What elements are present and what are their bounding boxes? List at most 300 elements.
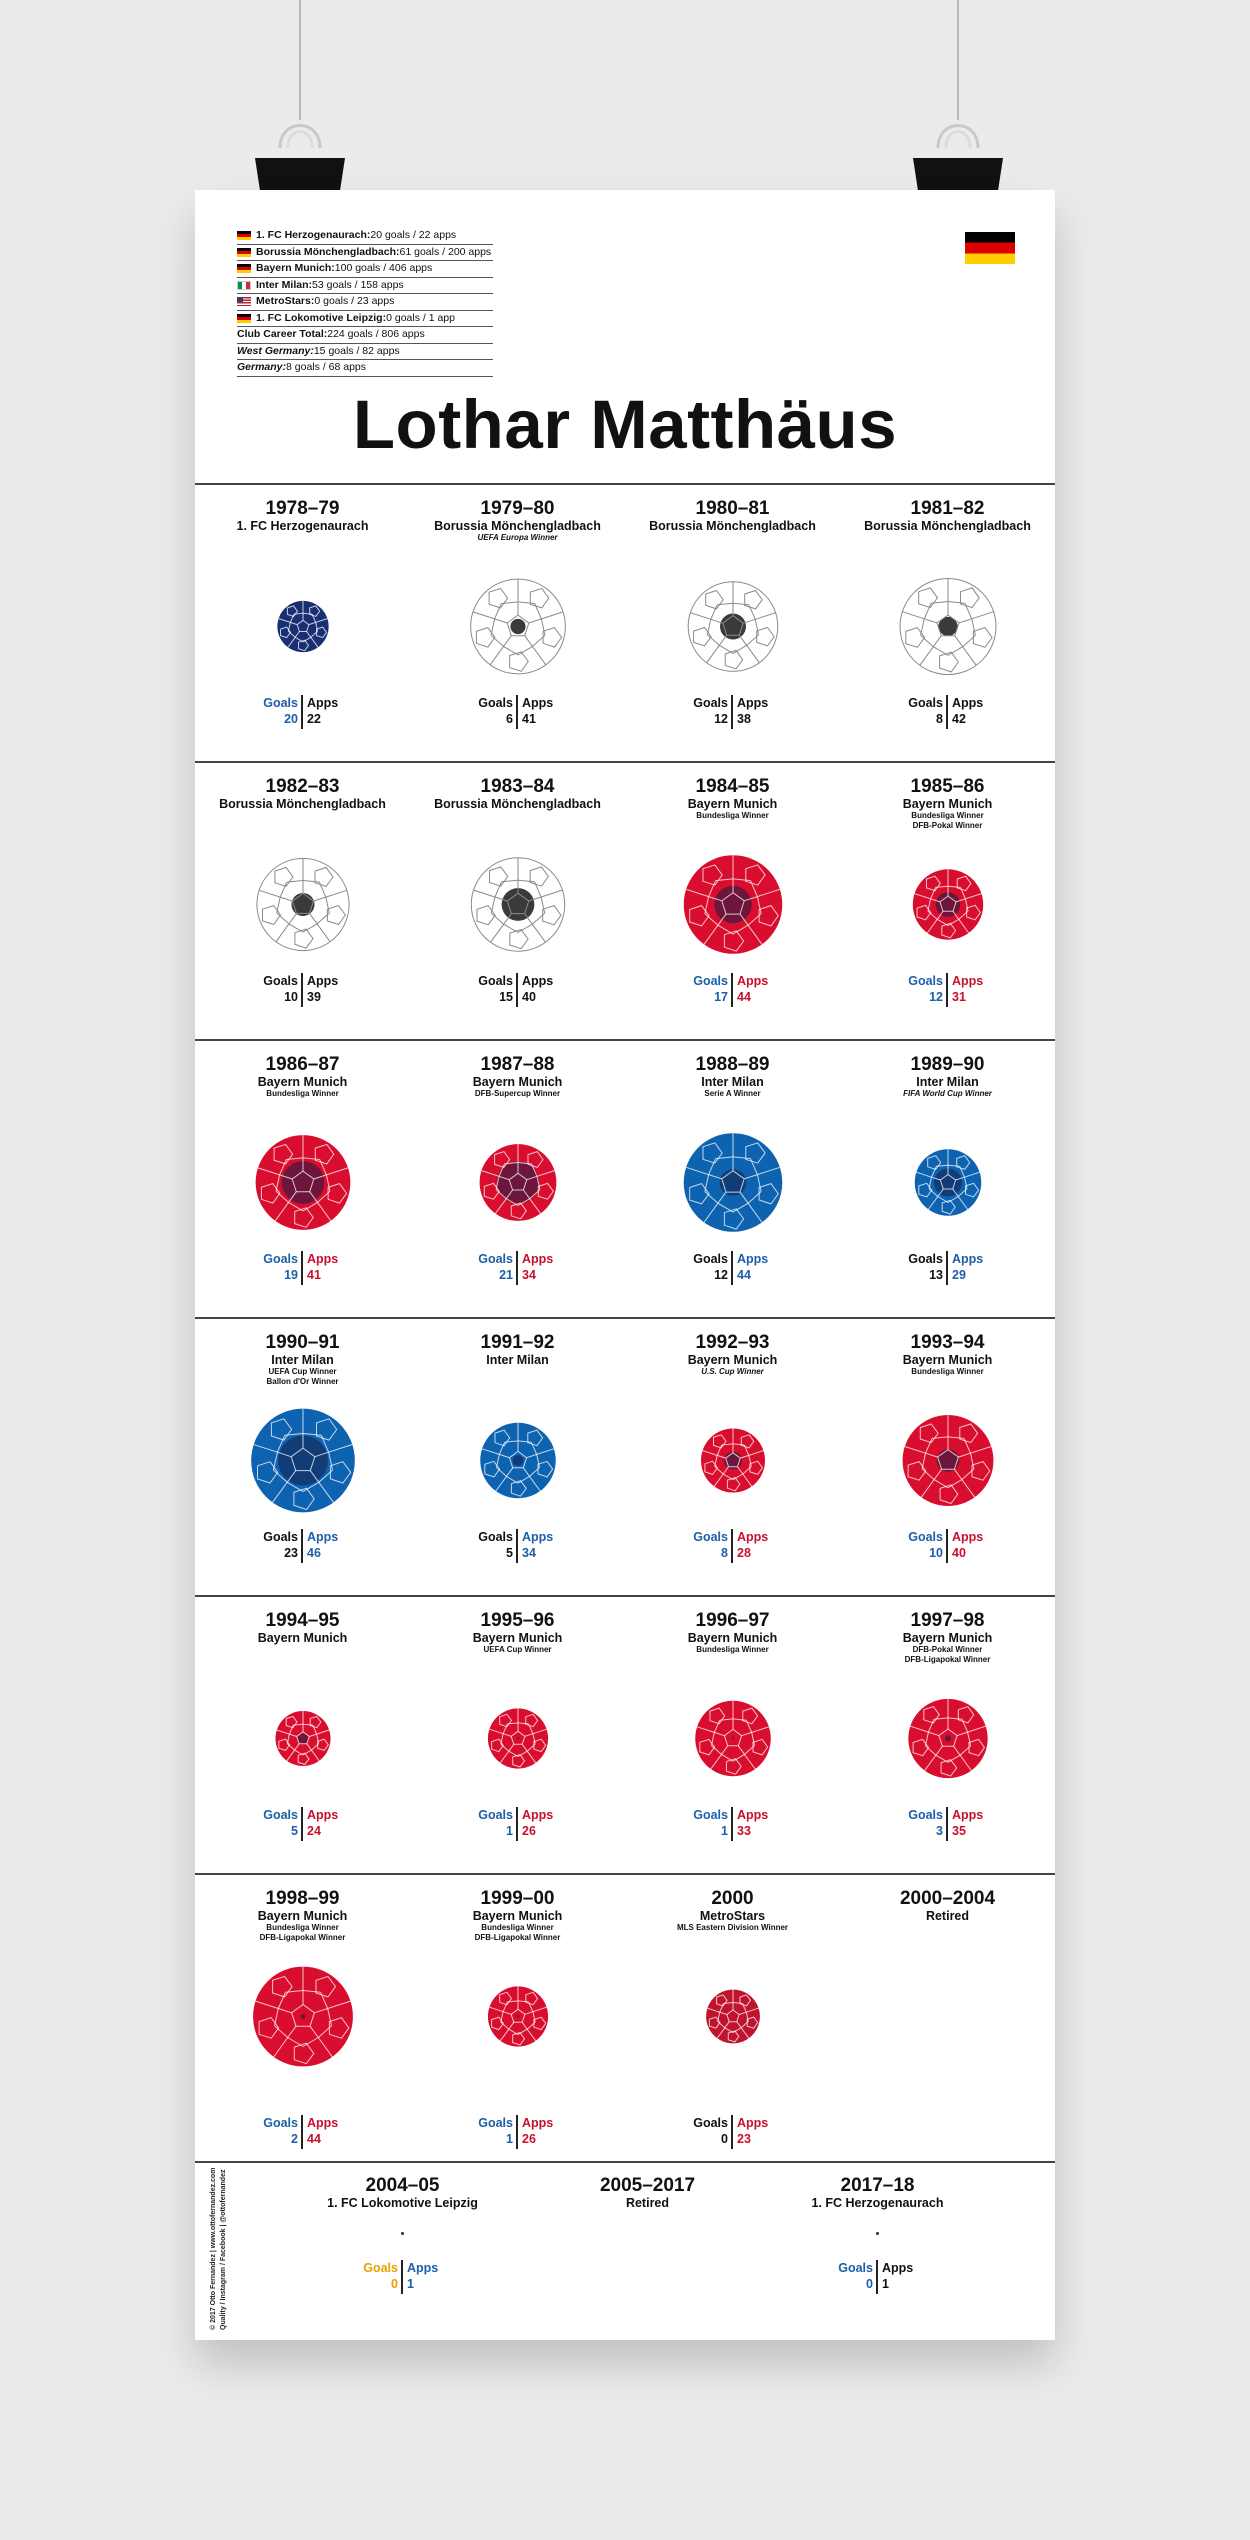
apps-label: Apps <box>737 1252 769 1266</box>
apps-label: Apps <box>307 974 339 988</box>
season-honour: DFB-Ligapokal Winner <box>259 1932 346 1942</box>
season-cell <box>410 777 625 1039</box>
season-honour: UEFA Europa Winner <box>477 533 558 542</box>
football-icon <box>911 1146 984 1219</box>
season-honour: DFB-Pokal Winner <box>912 820 983 830</box>
football-icon <box>680 852 785 957</box>
season-honour: Bundesliga Winner <box>696 811 769 820</box>
season-honour: Bundesliga Winner <box>481 1923 554 1932</box>
season-club: Bayern Munich <box>902 1353 993 1367</box>
goals-label: Goals <box>838 2261 873 2275</box>
goals-label: Goals <box>478 1530 513 1544</box>
season-honour: Bundesliga Winner <box>911 1367 984 1376</box>
stats-divider <box>946 1251 948 1285</box>
football-icon <box>253 855 352 954</box>
goals-label: Goals <box>693 2116 728 2130</box>
goals-value: 21 <box>499 1268 513 1282</box>
ball-wrap <box>911 1146 984 1224</box>
goals-label: Goals <box>908 1252 943 1266</box>
goals-label: Goals <box>263 696 298 710</box>
row-divider <box>195 1039 1055 1041</box>
season-club: Borussia Mönchengladbach <box>434 519 601 533</box>
season-cell <box>410 1333 625 1595</box>
goal-ratio-disc <box>516 2015 518 2017</box>
ball-wrap <box>248 1406 358 1521</box>
apps-label: Apps <box>522 974 554 988</box>
season-stats <box>410 1529 625 1563</box>
season-stats <box>625 1529 840 1563</box>
apps-value: 29 <box>952 1268 966 1282</box>
apps-label: Apps <box>737 1808 769 1822</box>
season-cell <box>840 1055 1055 1317</box>
hanging-wire-right <box>957 0 959 120</box>
football-icon <box>467 576 568 677</box>
season-stats <box>295 2260 510 2294</box>
apps-label: Apps <box>737 1530 769 1544</box>
season-stats <box>625 1807 840 1841</box>
legend-row <box>237 294 493 311</box>
football-icon <box>899 1412 996 1509</box>
season-stats <box>195 1251 410 1285</box>
goal-ratio-disc <box>516 1737 518 1739</box>
season-club: Bayern Munich <box>902 797 993 811</box>
germany-flag-icon <box>237 231 251 240</box>
stats-divider <box>301 1529 303 1563</box>
legend-row <box>237 261 493 278</box>
season-honour: UEFA Cup Winner <box>268 1367 337 1376</box>
football-icon <box>468 855 568 955</box>
goals-label: Goals <box>908 1530 943 1544</box>
season-cell <box>410 1055 625 1317</box>
season-honour: DFB-Supercup Winner <box>474 1089 561 1098</box>
season-cell <box>840 1889 1055 2151</box>
goals-label: Goals <box>693 1252 728 1266</box>
ball-wrap <box>698 1426 768 1501</box>
season-stats <box>195 2115 410 2149</box>
goals-label: Goals <box>478 696 513 710</box>
goals-label: Goals <box>908 696 943 710</box>
stats-divider <box>946 1807 948 1841</box>
season-stats <box>840 1529 1055 1563</box>
ball-wrap <box>703 1987 763 2052</box>
apps-label: Apps <box>522 696 554 710</box>
legend-stats: 15 goals / 82 apps <box>313 344 400 357</box>
season-cell <box>625 1611 840 1873</box>
goals-value: 12 <box>714 1268 728 1282</box>
stats-divider <box>516 2115 518 2149</box>
goals-value: 1 <box>721 1824 728 1838</box>
stats-divider <box>516 1251 518 1285</box>
season-honour: Bundesliga Winner <box>911 811 984 820</box>
season-cell <box>410 1889 625 2151</box>
goal-ratio-disc <box>300 2014 305 2019</box>
season-honour: Bundesliga Winner <box>696 1645 769 1654</box>
apps-value: 44 <box>307 2132 321 2146</box>
italy-flag-icon <box>237 281 251 290</box>
stats-divider <box>731 973 733 1007</box>
apps-value: 26 <box>522 2132 536 2146</box>
ball-wrap <box>899 1412 996 1514</box>
apps-value: 26 <box>522 1824 536 1838</box>
season-year: 1986–87 <box>265 1054 340 1075</box>
season-club: Retired <box>625 2196 670 2210</box>
season-cell <box>195 1333 410 1595</box>
season-cell <box>410 499 625 761</box>
apps-label: Apps <box>737 696 769 710</box>
goals-value: 10 <box>929 1546 943 1560</box>
stats-divider <box>876 2260 878 2294</box>
season-honour: Serie A Winner <box>704 1089 761 1098</box>
ball-wrap <box>274 598 332 661</box>
apps-value: 33 <box>737 1824 751 1838</box>
stats-divider <box>401 2260 403 2294</box>
season-year: 1983–84 <box>480 776 555 797</box>
germany-flag-icon <box>965 232 1015 264</box>
season-club: Bayern Munich <box>687 797 778 811</box>
row-divider <box>195 1873 1055 1875</box>
football-icon <box>250 1964 356 2070</box>
season-stats <box>410 2115 625 2149</box>
season-club: Bayern Munich <box>257 1909 348 1923</box>
apps-value: 22 <box>307 712 321 726</box>
ball-wrap <box>250 1964 356 2075</box>
goals-value: 13 <box>929 1268 943 1282</box>
ball-wrap <box>467 576 568 682</box>
goals-value: 5 <box>291 1824 298 1838</box>
apps-value: 44 <box>737 990 751 1004</box>
apps-label: Apps <box>522 1530 554 1544</box>
goals-label: Goals <box>693 1530 728 1544</box>
season-club: Bayern Munich <box>472 1631 563 1645</box>
ball-wrap <box>484 1983 551 2055</box>
apps-label: Apps <box>307 1530 339 1544</box>
season-club: Bayern Munich <box>257 1075 348 1089</box>
season-stats <box>625 1251 840 1285</box>
season-cell <box>625 1333 840 1595</box>
season-year: 1993–94 <box>910 1332 985 1353</box>
legend-stats: 100 goals / 406 apps <box>334 262 433 274</box>
season-cell <box>840 1333 1055 1595</box>
season-club: 1. FC Herzogenaurach <box>236 519 369 533</box>
stats-divider <box>731 695 733 729</box>
season-year: 2017–18 <box>840 2175 915 2196</box>
season-club: Borussia Mönchengladbach <box>219 797 386 811</box>
row-divider <box>195 761 1055 763</box>
football-icon <box>476 1141 559 1224</box>
apps-value: 40 <box>952 1546 966 1560</box>
season-stats <box>840 695 1055 729</box>
season-stats <box>770 2260 985 2294</box>
season-year: 2000–2004 <box>899 1888 996 1909</box>
tiny-ball-icon <box>401 2232 404 2235</box>
row-divider <box>195 1595 1055 1597</box>
legend-stats: 53 goals / 158 apps <box>312 278 404 291</box>
legend-stats: 224 goals / 806 apps <box>327 328 425 340</box>
goals-value: 0 <box>866 2277 873 2291</box>
football-icon <box>703 1987 763 2047</box>
goals-label: Goals <box>478 1252 513 1266</box>
goals-value: 8 <box>721 1546 728 1560</box>
season-year: 1987–88 <box>480 1054 555 1075</box>
goal-ratio-disc <box>944 1735 950 1741</box>
season-club: Bayern Munich <box>687 1631 778 1645</box>
stats-divider <box>516 1529 518 1563</box>
season-stats <box>625 2115 840 2149</box>
season-honour: Bundesliga Winner <box>266 1089 339 1098</box>
season-club: Inter Milan <box>271 1353 334 1367</box>
stats-divider <box>731 1807 733 1841</box>
football-icon <box>905 1696 991 1782</box>
goals-value: 17 <box>714 990 728 1004</box>
apps-label: Apps <box>307 1252 339 1266</box>
goals-label: Goals <box>693 1808 728 1822</box>
goals-label: Goals <box>263 1252 298 1266</box>
career-legend <box>237 228 493 377</box>
germany-flag-icon <box>237 248 251 257</box>
apps-label: Apps <box>952 1530 984 1544</box>
goals-label: Goals <box>263 1530 298 1544</box>
apps-value: 40 <box>522 990 536 1004</box>
germany-flag-icon <box>237 264 251 273</box>
goals-label: Goals <box>908 1808 943 1822</box>
apps-label: Apps <box>952 974 984 988</box>
stats-divider <box>516 1807 518 1841</box>
goals-value: 10 <box>284 990 298 1004</box>
season-year: 1995–96 <box>480 1610 555 1631</box>
goals-value: 12 <box>714 712 728 726</box>
season-club: Inter Milan <box>916 1075 979 1089</box>
legend-club: Club Career Total: <box>237 328 328 340</box>
player-name: Lothar Matthäus <box>352 386 898 463</box>
football-icon <box>484 1705 551 1772</box>
goals-value: 23 <box>284 1546 298 1560</box>
legend-stats: 0 goals / 23 apps <box>314 295 395 307</box>
season-year: 1979–80 <box>480 498 555 519</box>
apps-value: 44 <box>737 1268 751 1282</box>
goals-label: Goals <box>263 2116 298 2130</box>
goals-value: 19 <box>284 1268 298 1282</box>
football-icon <box>692 1698 774 1780</box>
legend-club: Borussia Mönchengladbach: <box>256 245 400 258</box>
goals-value: 1 <box>506 2132 513 2146</box>
ball-wrap <box>252 1132 353 1238</box>
apps-label: Apps <box>307 696 339 710</box>
legend-stats: 20 goals / 22 apps <box>370 229 457 241</box>
later-season-cell <box>770 2176 985 2316</box>
football-icon <box>272 1708 334 1770</box>
ball-wrap <box>692 1698 774 1785</box>
season-stats <box>625 695 840 729</box>
apps-label: Apps <box>737 2116 769 2130</box>
season-year: 1982–83 <box>265 776 340 797</box>
ball-wrap <box>253 855 352 959</box>
later-season-cell <box>295 2176 510 2316</box>
goals-label: Goals <box>263 974 298 988</box>
legend-row <box>237 245 493 262</box>
row-divider <box>195 1317 1055 1319</box>
stats-divider <box>731 1529 733 1563</box>
stats-divider <box>516 973 518 1007</box>
season-year: 1994–95 <box>265 1610 340 1631</box>
goals-label: Goals <box>478 2116 513 2130</box>
apps-value: 34 <box>522 1546 536 1560</box>
football-icon <box>274 598 332 656</box>
season-year: 1978–79 <box>265 498 340 519</box>
goals-value: 15 <box>499 990 513 1004</box>
season-club: Bayern Munich <box>902 1631 993 1645</box>
football-icon <box>680 1130 785 1235</box>
football-icon <box>252 1132 353 1233</box>
ball-wrap <box>909 866 986 948</box>
apps-value: 23 <box>737 2132 751 2146</box>
season-stats <box>195 1807 410 1841</box>
apps-value: 41 <box>307 1268 321 1282</box>
stats-divider <box>731 2115 733 2149</box>
season-year: 1988–89 <box>695 1054 770 1075</box>
season-cell <box>625 777 840 1039</box>
germany-flag-icon <box>237 314 251 323</box>
goals-value: 0 <box>721 2132 728 2146</box>
stats-divider <box>301 695 303 729</box>
season-cell <box>195 499 410 761</box>
legend-club: MetroStars: <box>256 295 315 307</box>
season-cell <box>625 499 840 761</box>
stats-divider <box>946 1529 948 1563</box>
goal-ratio-disc <box>731 1737 733 1739</box>
legend-row <box>237 228 493 245</box>
legend-club: Inter Milan: <box>256 278 313 291</box>
goals-label: Goals <box>363 2261 398 2275</box>
season-stats <box>410 1807 625 1841</box>
legend-stats: 8 goals / 68 apps <box>286 361 367 373</box>
season-stats <box>840 1807 1055 1841</box>
stats-divider <box>516 695 518 729</box>
apps-value: 41 <box>522 712 536 726</box>
legend-club: 1. FC Lokomotive Leipzig: <box>256 311 387 324</box>
legend-stats: 61 goals / 200 apps <box>399 245 492 258</box>
apps-label: Apps <box>952 696 984 710</box>
apps-label: Apps <box>307 1808 339 1822</box>
apps-label: Apps <box>952 1252 984 1266</box>
apps-value: 34 <box>522 1268 536 1282</box>
row-divider <box>195 483 1055 485</box>
season-honour: DFB-Ligapokal Winner <box>904 1654 991 1664</box>
goals-label: Goals <box>478 1808 513 1822</box>
legend-club: Germany: <box>237 361 287 373</box>
goal-ratio-disc <box>291 893 314 916</box>
goals-value: 3 <box>936 1824 943 1838</box>
legend-stats: 0 goals / 1 app <box>386 311 455 324</box>
apps-label: Apps <box>882 2261 914 2275</box>
season-honour: Ballon d'Or Winner <box>266 1376 339 1386</box>
season-cell <box>195 1611 410 1873</box>
ball-wrap <box>476 1141 559 1229</box>
season-honour: U.S. Cup Winner <box>701 1367 764 1376</box>
ball-wrap <box>272 1708 334 1775</box>
apps-value: 42 <box>952 712 966 726</box>
season-club: Bayern Munich <box>687 1353 778 1367</box>
football-icon <box>897 576 999 678</box>
apps-label: Apps <box>737 974 769 988</box>
season-stats <box>625 973 840 1007</box>
season-club: MetroStars <box>699 1909 766 1923</box>
season-club: 1. FC Lokomotive Leipzig <box>327 2196 478 2210</box>
goal-ratio-disc <box>512 1455 523 1466</box>
goal-ratio-disc <box>936 1449 959 1472</box>
legend-row <box>237 311 493 328</box>
season-club: Borussia Mönchengladbach <box>434 797 601 811</box>
legend-row <box>237 360 493 377</box>
season-stats <box>195 1529 410 1563</box>
apps-value: 28 <box>737 1546 751 1560</box>
football-icon <box>477 1420 559 1502</box>
season-honour: DFB-Pokal Winner <box>912 1645 983 1654</box>
goals-label: Goals <box>693 696 728 710</box>
season-club: Bayern Munich <box>472 1909 563 1923</box>
season-stats <box>840 1251 1055 1285</box>
legend-club: 1. FC Herzogenaurach: <box>256 229 371 241</box>
tiny-ball-icon <box>876 2232 879 2235</box>
season-stats <box>410 1251 625 1285</box>
season-club: Inter Milan <box>486 1353 549 1367</box>
season-cell <box>625 1055 840 1317</box>
stats-divider <box>946 973 948 1007</box>
season-honour: UEFA Cup Winner <box>483 1645 552 1654</box>
hanging-wire-left <box>299 0 301 120</box>
legend-club: West Germany: <box>237 344 314 357</box>
season-year: 1999–00 <box>480 1888 555 1909</box>
season-stats <box>410 973 625 1007</box>
football-icon <box>698 1426 768 1496</box>
season-year: 1980–81 <box>695 498 770 519</box>
poster <box>195 190 1055 2340</box>
season-club: 1. FC Herzogenaurach <box>811 2196 944 2210</box>
football-icon <box>248 1406 358 1516</box>
apps-value: 1 <box>407 2277 414 2291</box>
season-cell <box>195 1889 410 2151</box>
later-season-cell <box>540 2176 755 2316</box>
ball-wrap <box>905 1696 991 1787</box>
season-year: 1989–90 <box>910 1054 985 1075</box>
apps-label: Apps <box>307 2116 339 2130</box>
season-year: 1991–92 <box>480 1332 555 1353</box>
season-year: 1998–99 <box>265 1888 340 1909</box>
ball-wrap <box>468 855 568 960</box>
season-club: Borussia Mönchengladbach <box>649 519 816 533</box>
season-stats <box>410 695 625 729</box>
ball-wrap <box>680 852 785 962</box>
season-stats <box>840 973 1055 1007</box>
football-icon <box>685 579 781 675</box>
stats-divider <box>301 973 303 1007</box>
season-year: 1984–85 <box>695 776 770 797</box>
goals-value: 1 <box>506 1824 513 1838</box>
season-year: 1997–98 <box>910 1610 985 1631</box>
goals-label: Goals <box>693 974 728 988</box>
season-club: Bayern Munich <box>257 1631 348 1645</box>
season-club: Borussia Mönchengladbach <box>864 519 1031 533</box>
credits: © 2017 Otto Fernandez | www.ottofernandez.com Quality / Instagram / Facebook | @ottofernandez <box>210 2167 227 2330</box>
apps-value: 38 <box>737 712 751 726</box>
apps-label: Apps <box>952 1808 984 1822</box>
apps-label: Apps <box>522 1252 554 1266</box>
apps-label: Apps <box>407 2261 439 2275</box>
season-cell <box>840 499 1055 761</box>
football-icon <box>909 866 986 943</box>
season-year: 1985–86 <box>910 776 985 797</box>
apps-value: 24 <box>307 1824 321 1838</box>
stats-divider <box>301 1807 303 1841</box>
